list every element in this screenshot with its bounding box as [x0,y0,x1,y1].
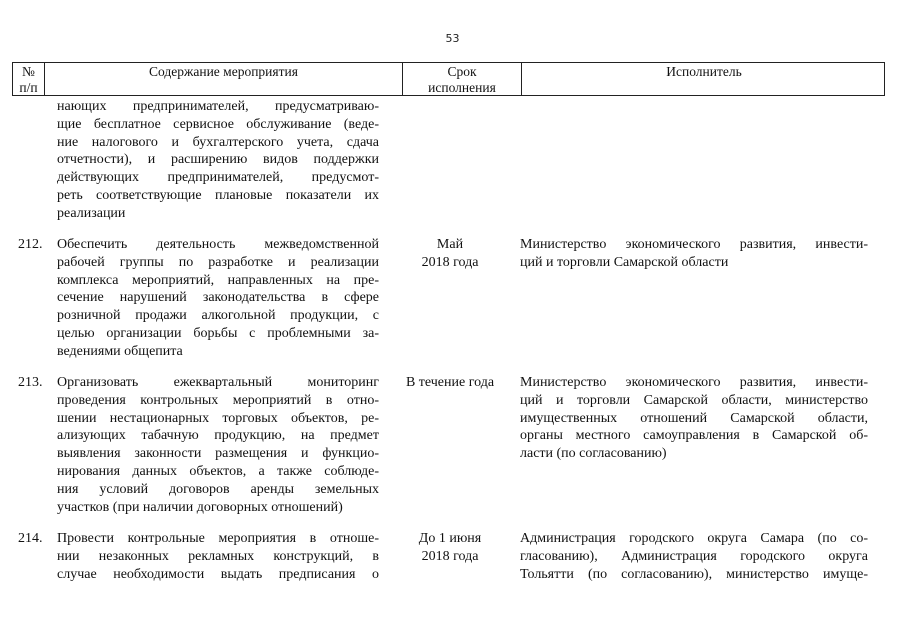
term-line: Май [436,237,464,252]
row-content [57,530,379,583]
header-executor-cell [522,63,886,95]
content-line: проведения контрольных мероприятий в отно- [57,392,379,408]
executor-line: Тольятти (по согласованию), министерство имуще- [520,566,868,582]
content-line: случае необходимости выдать предписания о [57,566,379,582]
row-executor [520,236,868,272]
continuation-line: отчетности), и расширению видов поддержки [57,152,379,168]
row-number: 214. [18,531,43,546]
header-executor: Исполнитель [666,64,742,79]
header-term-line1: Срок [447,64,477,79]
continuation-content [57,98,379,223]
row-term [392,530,508,566]
header-number-line2: п/п [19,80,38,95]
term-line: В течение года [405,375,495,390]
row-executor [520,530,868,583]
continuation-line: реализации [57,205,126,221]
header-term-line2: исполнения [428,80,496,95]
content-line: участков (при наличии договорных отношений) [57,499,343,515]
content-line: ния условий договоров аренды земельных [57,481,379,497]
page-number: 53 [445,32,460,45]
term-line: До 1 июня [418,531,482,546]
row-content [57,374,379,516]
content-line: нии незаконных рекламных конструкций, в [57,548,379,564]
continuation-line: ние налогового и бухгалтерского учета, сдача [57,134,379,150]
executor-line: ласти (по согласованию) [520,446,667,462]
continuation-line: щие бесплатное сервисное обслуживание (веде- [57,116,379,132]
executor-line: органы местного самоуправления в Самарской об- [520,428,868,444]
executor-line: Министерство экономического развития, инвести- [520,237,868,252]
term-line: 2018 года [421,254,479,270]
content-line: Провести контрольные мероприятия в отноше- [57,531,379,546]
executor-line: Министерство экономического развития, инвести- [520,375,868,390]
header-number-cell [13,63,45,95]
executor-line: ций и торговли Самарской области [520,254,729,270]
content-line: шении нестационарных торговых объектов, ре- [57,410,379,426]
row-term [392,374,508,392]
content-line: Организовать ежеквартальный мониторинг [57,375,379,390]
content-line: сечение нарушений законодательства в сфере [57,290,379,306]
header-number-line1: № [22,64,35,79]
continuation-line: нающих предпринимателей, предусматриваю- [57,99,379,114]
content-line: рабочей группы по разработке и реализации [57,254,379,270]
header-content-cell [45,63,403,95]
term-line: 2018 года [421,548,479,564]
header-term-cell [403,63,522,95]
continuation-line: действующих предпринимателей, предусмот- [57,170,379,186]
row-number: 212. [18,237,43,252]
header-content: Содержание мероприятия [149,64,298,79]
continuation-line: реть соответствующие плановые показатели их [57,187,379,203]
executor-line: гласованию), Администрация городского округа [520,548,868,564]
table-header [12,62,885,96]
content-line: розничной продажи алкогольной продукции, с [57,308,379,324]
row-executor [520,374,868,463]
executor-line: Администрация городского округа Самара (по со- [520,531,868,546]
content-line: Обеспечить деятельность межведомственной [57,237,379,252]
row-content [57,236,379,361]
content-line: комплекса мероприятий, направленных на пре- [57,272,379,288]
content-line: ведениями общепита [57,343,183,359]
content-line: ализующих табачную продукцию, на предмет [57,428,379,444]
content-line: нирования данных объектов, а также соблюде- [57,463,379,479]
executor-line: ций и торговли Самарской области, министерство [520,392,868,408]
executor-line: имущественных отношений Самарской области, [520,410,868,426]
row-number: 213. [18,375,43,390]
row-term [392,236,508,272]
content-line: выявления законности размещения и функцио- [57,446,379,462]
content-line: целью организации борьбы с проблемными за- [57,325,379,341]
